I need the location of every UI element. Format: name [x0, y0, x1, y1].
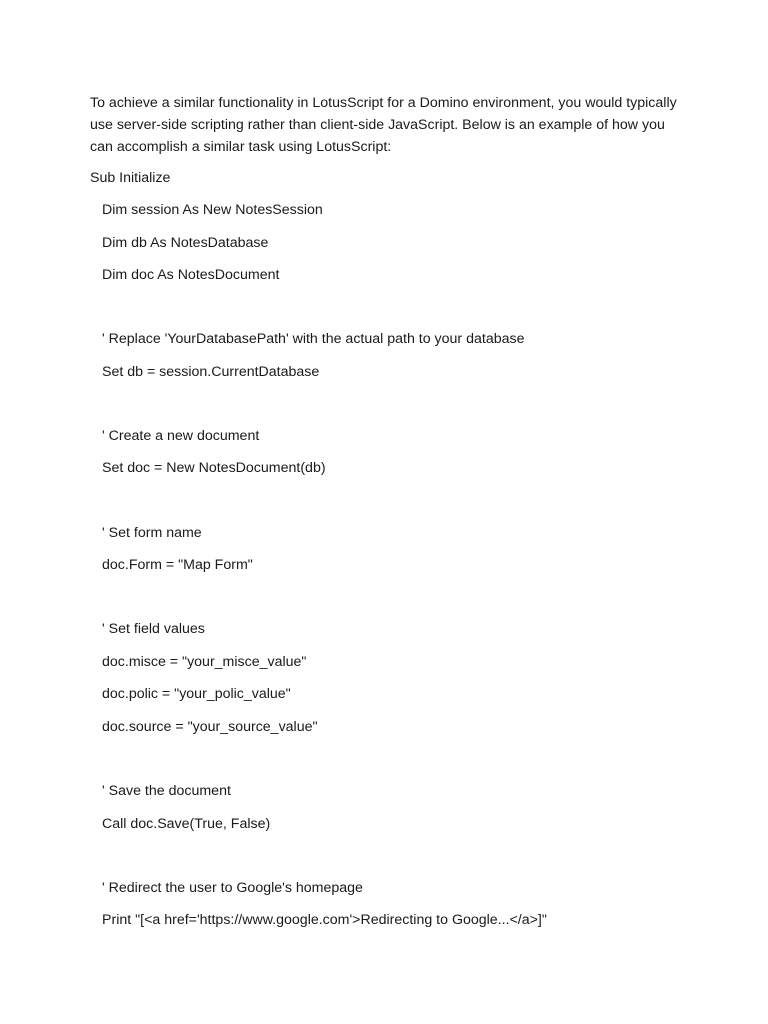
code-line-dim-doc: Dim doc As NotesDocument [102, 267, 280, 283]
code-line-dim-db: Dim db As NotesDatabase [102, 235, 269, 251]
code-comment-field-values: ' Set field values [102, 621, 205, 637]
code-line-call-save: Call doc.Save(True, False) [102, 816, 271, 832]
code-line-set-doc: Set doc = New NotesDocument(db) [102, 460, 326, 476]
code-line-set-db: Set db = session.CurrentDatabase [102, 364, 320, 380]
code-line-doc-source: doc.source = "your_source_value" [102, 719, 318, 735]
code-comment-replace-path: ' Replace 'YourDatabasePath' with the actual path to your database [102, 331, 525, 347]
code-line-sub-initialize: Sub Initialize [90, 170, 171, 186]
code-line-doc-form: doc.Form = "Map Form" [102, 557, 253, 573]
code-line-dim-session: Dim session As New NotesSession [102, 202, 323, 218]
code-line-doc-polic: doc.polic = "your_polic_value" [102, 686, 291, 702]
code-comment-redirect: ' Redirect the user to Google's homepage [102, 880, 363, 896]
code-line-doc-misce: doc.misce = "your_misce_value" [102, 654, 307, 670]
code-comment-save: ' Save the document [102, 783, 231, 799]
code-comment-create-doc: ' Create a new document [102, 428, 260, 444]
intro-paragraph: To achieve a similar functionality in LotusScript for a Domino environment, you would typically use server-side scripting rather than client-side JavaScript. Below is an example of how you can accomplish a similar task using LotusScript: [90, 95, 677, 155]
code-comment-form-name: ' Set form name [102, 525, 202, 541]
code-line-print-redirect: Print "[<a href='https://www.google.com'>Redirecting to Google...</a>]" [102, 912, 547, 928]
